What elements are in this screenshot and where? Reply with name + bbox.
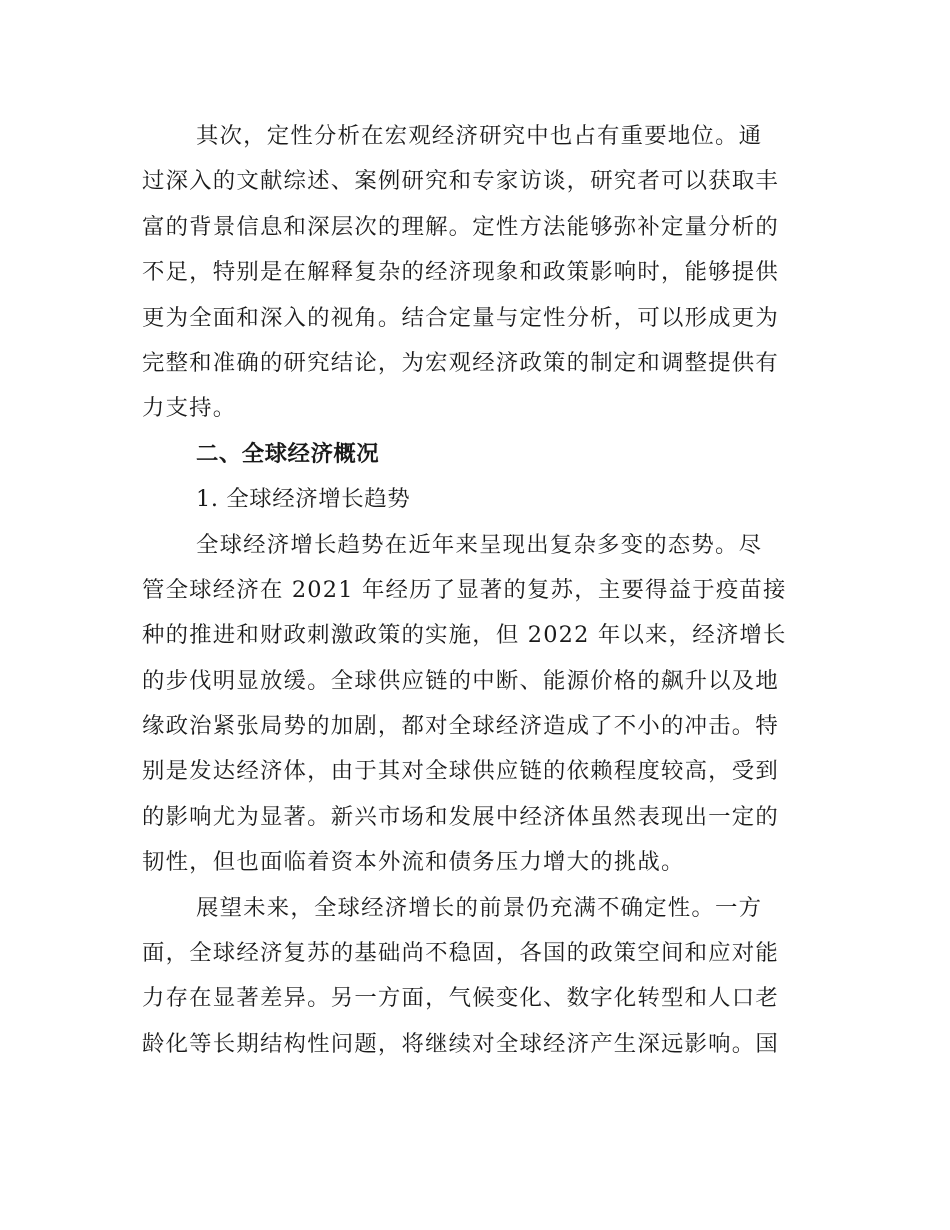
paragraph-line: 力存在显著差异。另一方面，气候变化、数字化转型和人口老 (142, 985, 779, 1012)
paragraph-line: 完整和准确的研究结论，为宏观经济政策的制定和调整提供有 (142, 349, 779, 376)
paragraph-line: 其次，定性分析在宏观经济研究中也占有重要地位。通 (196, 123, 763, 149)
paragraph-line: 缘政治紧张局势的加剧，都对全球经济造成了不小的冲击。特 (142, 713, 779, 740)
paragraph-line: 的步伐明显放缓。全球供应链的中断、能源价格的飙升以及地 (142, 667, 779, 694)
section-heading: 二、全球经济概况 (196, 440, 380, 467)
paragraph-growth-trend (142, 523, 812, 886)
paragraph-line: 管全球经济在 2021 年经历了显著的复苏，主要得益于疫苗接 (142, 576, 787, 603)
paragraph-line: 更为全面和深入的视角。结合定量与定性分析，可以形成更为 (142, 304, 779, 331)
paragraph-line: 过深入的文献综述、案例研究和专家访谈，研究者可以获取丰 (142, 168, 779, 195)
paragraph-line: 龄化等长期结构性问题，将继续对全球经济产生深远影响。国 (142, 1030, 779, 1057)
paragraph-line: 全球经济增长趋势在近年来呈现出复杂多变的态势。尽 (196, 531, 763, 558)
document-body (142, 114, 812, 1067)
subsection-heading: 1. 全球经济增长趋势 (196, 486, 411, 513)
paragraph-line: 展望未来，全球经济增长的前景仍充满不确定性。一方 (196, 894, 763, 921)
paragraph-qualitative-analysis (142, 114, 812, 432)
paragraph-outlook (142, 886, 812, 1068)
paragraph-line: 韧性，但也面临着资本外流和债务压力增大的挑战。 (142, 849, 685, 876)
paragraph-line: 别是发达经济体，由于其对全球供应链的依赖程度较高，受到 (142, 758, 779, 785)
paragraph-line: 的影响尤为显著。新兴市场和发展中经济体虽然表现出一定的 (142, 803, 779, 830)
paragraph-line: 力支持。 (142, 395, 237, 422)
paragraph-line: 种的推进和财政刺激政策的实施，但 2022 年以来，经济增长 (142, 622, 787, 649)
paragraph-line: 不足，特别是在解释复杂的经济现象和政策影响时，能够提供 (142, 259, 779, 286)
paragraph-line: 富的背景信息和深层次的理解。定性方法能够弥补定量分析的 (142, 213, 779, 240)
paragraph-line: 面，全球经济复苏的基础尚不稳固，各国的政策空间和应对能 (142, 940, 779, 967)
